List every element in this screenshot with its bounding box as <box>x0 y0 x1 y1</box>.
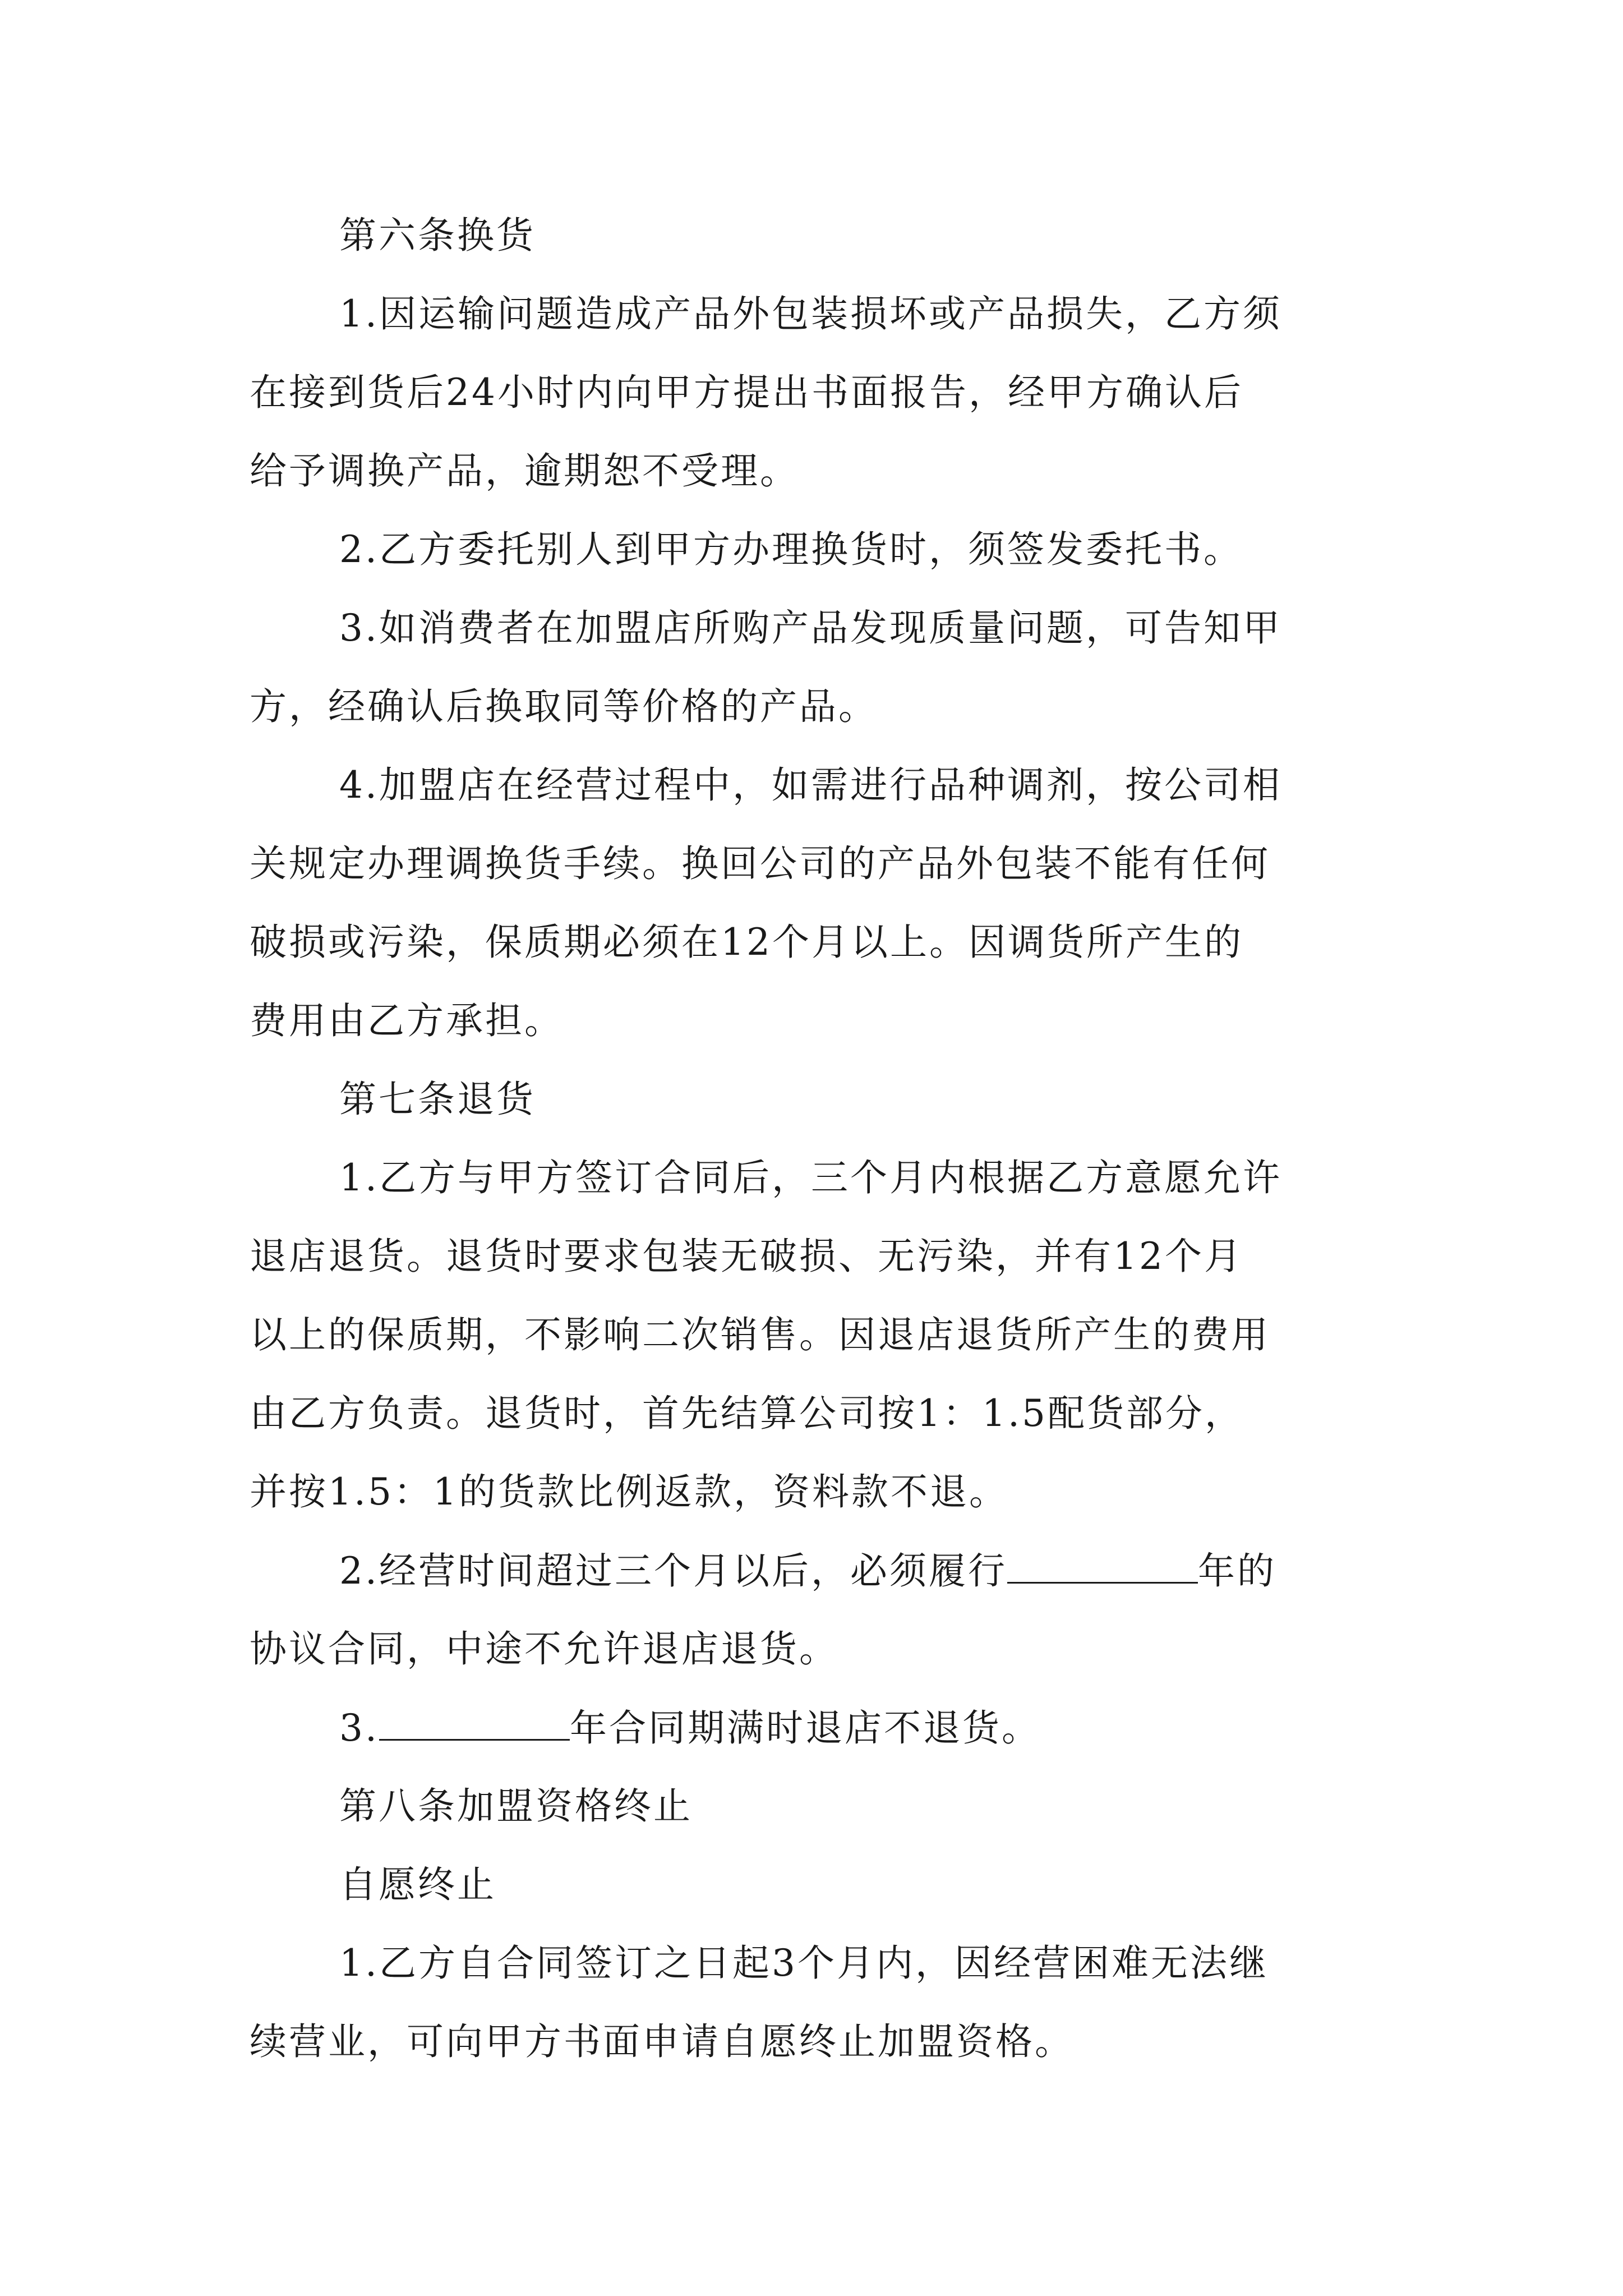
article-7-para-1-line-2: 退店退货。退货时要求包装无破损、无污染，并有12个月 <box>250 1235 1243 1278</box>
article-7-para-3 <box>250 1700 1388 1778</box>
article-7-para-3-number: 3. <box>339 1706 379 1750</box>
fill-in-blank-years <box>1007 1543 1198 1584</box>
article-6-para-1-line-1: 1.因运输问题造成产品外包装损坏或产品损失，乙方须 <box>339 292 1282 335</box>
article-6-para-4-line-2: 关规定办理调换货手续。换回公司的产品外包装不能有任何 <box>250 842 1270 885</box>
article-6-para-1-line-2: 在接到货后24小时内向甲方提出书面报告，经甲方确认后 <box>250 371 1243 414</box>
article-6-para-2: 2.乙方委托别人到甲方办理换货时，须签发委托书。 <box>339 528 1243 571</box>
article-8-para-1-line-1: 1.乙方自合同签订之日起3个月内，因经营困难无法继 <box>339 1941 1269 1985</box>
article-7-para-1-line-5: 并按1.5：1的货款比例返款，资料款不退。 <box>250 1470 1008 1513</box>
document-page <box>250 208 1388 2092</box>
article-7-title: 第七条退货 <box>339 1078 536 1121</box>
article-6-para-3-line-2: 方，经确认后换取同等价格的产品。 <box>250 685 878 728</box>
fill-in-blank-contract-years <box>379 1700 570 1741</box>
article-8-subtitle: 自愿终止 <box>339 1863 496 1906</box>
article-7-para-2-text-b: 年的 <box>1197 1549 1276 1593</box>
article-6-para-1-line-3: 给予调换产品，逾期恕不受理。 <box>250 449 799 493</box>
article-7-para-2-line-2: 协议合同，中途不允许退店退货。 <box>250 1627 838 1671</box>
article-6-title: 第六条换货 <box>339 214 536 257</box>
article-7-para-2-line-1 <box>250 1543 1388 1621</box>
article-7-para-2-text-a: 2.经营时间超过三个月以后，必须履行 <box>339 1549 1007 1593</box>
article-6-para-4-line-1: 4.加盟店在经营过程中，如需进行品种调剂，按公司相 <box>339 763 1282 807</box>
article-7-para-1-line-4: 由乙方负责。退货时，首先结算公司按1：1.5配货部分， <box>250 1392 1244 1435</box>
article-7-para-1-line-1: 1.乙方与甲方签订合同后，三个月内根据乙方意愿允许 <box>339 1156 1282 1199</box>
article-6-para-4-line-4: 费用由乙方承担。 <box>250 999 564 1042</box>
article-8-title: 第八条加盟资格终止 <box>339 1784 693 1828</box>
article-7-para-3-text: 年合同期满时退店不退货。 <box>569 1706 1041 1750</box>
article-6-para-4-line-3: 破损或污染，保质期必须在12个月以上。因调货所产生的 <box>250 921 1243 964</box>
article-8-para-1-line-2: 续营业，可向甲方书面申请自愿终止加盟资格。 <box>250 2020 1074 2063</box>
article-6-para-3-line-1: 3.如消费者在加盟店所购产品发现质量问题，可告知甲 <box>339 606 1282 650</box>
article-7-para-1-line-3: 以上的保质期，不影响二次销售。因退店退货所产生的费用 <box>250 1313 1270 1356</box>
